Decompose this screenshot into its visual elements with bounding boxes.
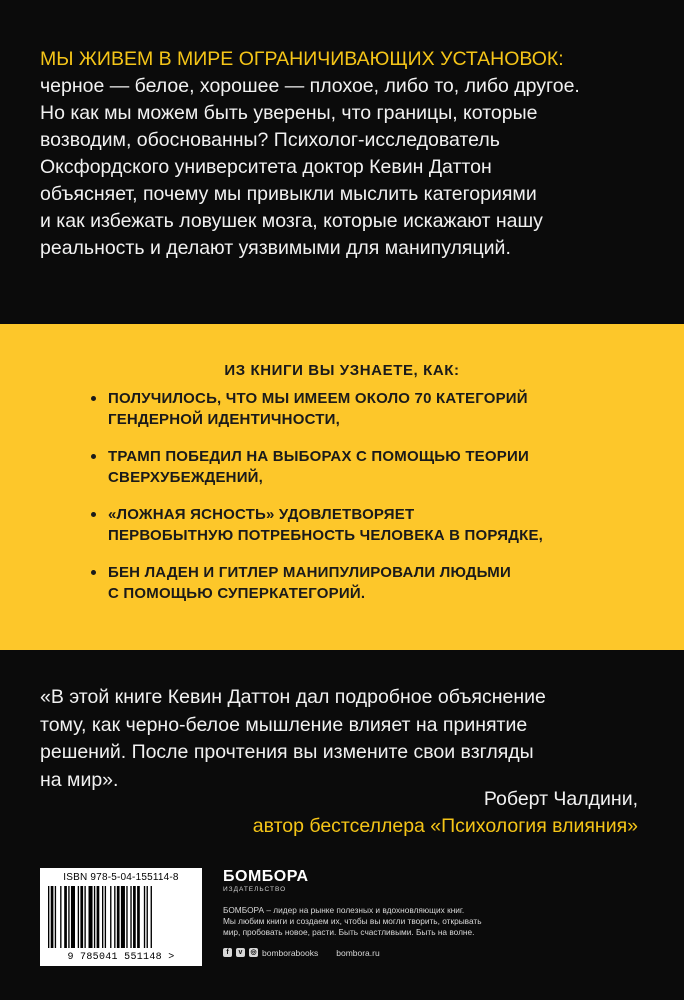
facebook-icon: f — [223, 948, 232, 957]
instagram-icon: ◎ — [250, 949, 257, 957]
publisher-logo: БОМБОРА — [223, 868, 309, 885]
publisher-block — [223, 868, 523, 958]
learn-panel — [0, 324, 684, 650]
intro-line: Но как мы можем быть уверены, что границы, которые — [40, 102, 538, 124]
bullet-dot-icon — [91, 454, 96, 459]
publisher-about — [223, 905, 523, 939]
learn-heading: ИЗ КНИГИ ВЫ УЗНАЕТЕ, КАК: — [224, 362, 460, 379]
intro-line: возводим, обоснованны? Психолог-исследователь — [40, 129, 500, 151]
quote-author-role: автор бестселлера «Психология влияния» — [252, 815, 638, 837]
review-quote — [40, 684, 650, 794]
quote-attribution — [253, 786, 638, 840]
intro-line: Оксфордского университета доктор Кевин Даттон — [40, 156, 492, 178]
isbn-label: ISBN 978-5-04-155114-8 — [63, 872, 179, 883]
learn-item-line: «ЛОЖНАЯ ЯСНОСТЬ» УДОВЛЕТВОРЯЕТ — [108, 506, 415, 523]
learn-item-line: С ПОМОЩЬЮ СУПЕРКАТЕГОРИЙ. — [108, 585, 366, 602]
barcode — [40, 868, 202, 966]
quote-line: решений. После прочтения вы измените свои взгляды — [40, 741, 534, 763]
intro-line: черное — белое, хорошее — плохое, либо то, либо другое. — [40, 75, 580, 97]
learn-item-line: ПЕРВОБЫТНУЮ ПОТРЕБНОСТЬ ЧЕЛОВЕКА В ПОРЯДКЕ, — [108, 527, 544, 544]
learn-item-line: ПОЛУЧИЛОСЬ, ЧТО МЫ ИМЕЕМ ОКОЛО 70 КАТЕГОРИЙ — [108, 390, 528, 407]
intro-lead: МЫ ЖИВЕМ В МИРЕ ОГРАНИЧИВАЮЩИХ УСТАНОВОК: — [40, 48, 564, 70]
quote-line: тому, как черно-белое мышление влияет на принятие — [40, 713, 528, 736]
intro-line: объясняет, почему мы привыкли мыслить категориями — [40, 183, 537, 205]
intro-line: реальность и делают уязвимыми для манипуляций. — [40, 237, 511, 259]
bullet-dot-icon — [91, 512, 96, 517]
intro-line: и как избежать ловушек мозга, которые искажают нашу — [40, 210, 543, 232]
quote-line: «В этой книге Кевин Даттон дал подробное объяснение — [40, 686, 546, 708]
quote-line: на мир». — [40, 768, 119, 791]
publisher-social — [223, 948, 523, 958]
learn-item — [108, 504, 608, 546]
publisher-logo-subtitle: ИЗДАТЕЛЬСТВО — [223, 886, 287, 893]
publisher-site: bombora.ru — [336, 947, 380, 958]
publisher-about-line: БОМБОРА – лидер на рынке полезных и вдохновляющих книг. — [223, 905, 465, 915]
learn-item-line: СВЕРХУБЕЖДЕНИЙ, — [108, 469, 264, 486]
publisher-about-line: мир, пробовать новое, расти. Быть счастливыми. Быть на волне. — [223, 927, 475, 938]
bullet-dot-icon — [91, 396, 96, 401]
learn-item — [108, 562, 608, 604]
bullet-dot-icon — [91, 570, 96, 575]
social-handle: bomborabooks — [262, 947, 319, 958]
learn-item-line: БЕН ЛАДЕН И ГИТЛЕР МАНИПУЛИРОВАЛИ ЛЮДЬМИ — [108, 564, 511, 581]
barcode-bars-icon — [46, 886, 196, 948]
intro-text — [40, 46, 650, 262]
learn-item-line: ТРАМП ПОБЕДИЛ НА ВЫБОРАХ С ПОМОЩЬЮ ТЕОРИИ — [108, 448, 529, 465]
learn-item — [108, 388, 608, 430]
learn-item — [108, 446, 608, 488]
vk-icon: v — [236, 948, 245, 957]
quote-author: Роберт Чалдини, — [483, 788, 638, 810]
publisher-about-line: Мы любим книги и создаем их, чтобы вы могли творить, открывать — [223, 916, 482, 927]
learn-item-line: ГЕНДЕРНОЙ ИДЕНТИЧНОСТИ, — [108, 411, 340, 428]
barcode-digits: 9 785041 551148 > — [67, 952, 175, 963]
